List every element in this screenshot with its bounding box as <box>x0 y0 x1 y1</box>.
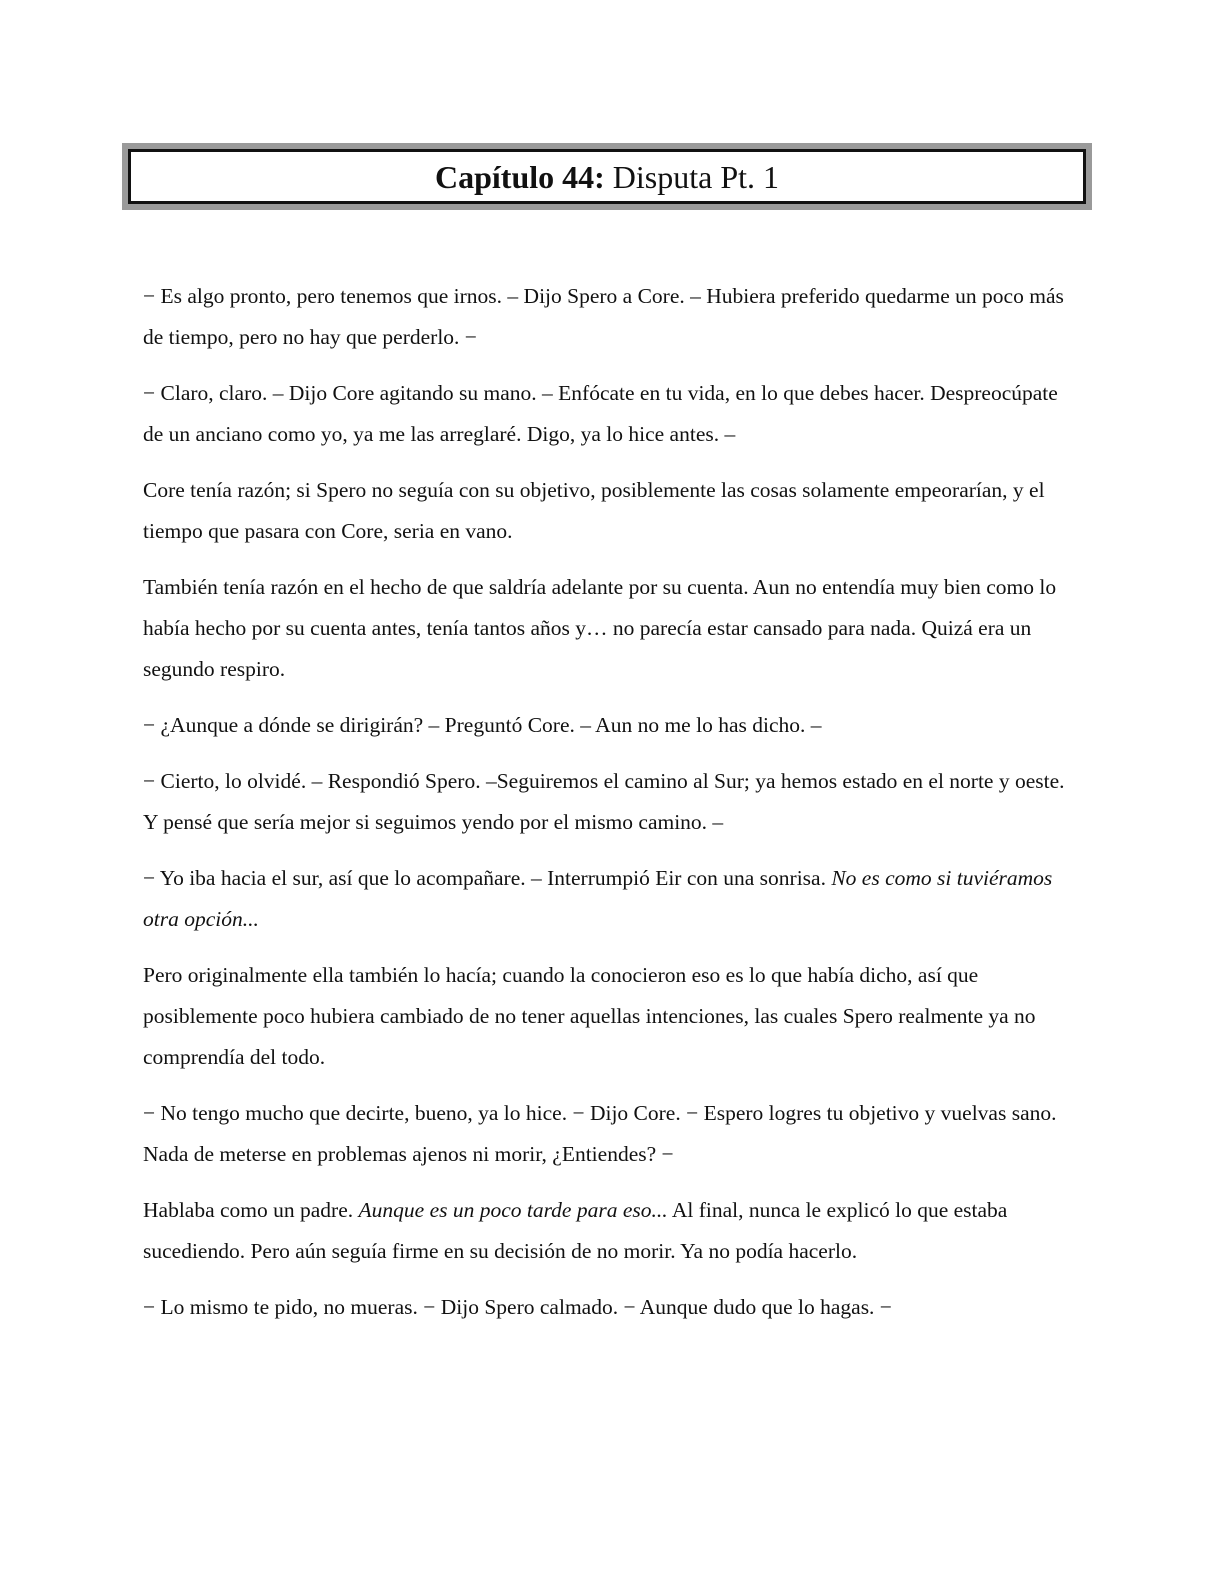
paragraph-text: − ¿Aunque a dónde se dirigirán? – Preguntó Core. – Aun no me lo has dicho. – <box>143 713 822 737</box>
paragraph-text: − Es algo pronto, pero tenemos que irnos. – Dijo Spero a Core. – Hubiera preferido quedarme un poco más de tiempo, pero no hay que perderlo. − <box>143 284 1064 349</box>
chapter-title-frame <box>122 143 1092 210</box>
paragraph-text: − Claro, claro. – Dijo Core agitando su mano. – Enfócate en tu vida, en lo que debes hacer. Despreocúpate de un anciano como yo, ya me las arreglaré. Digo, ya lo hice antes. – <box>143 381 1058 446</box>
paragraph-text: − Yo iba hacia el sur, así que lo acompañare. – Interrumpió Eir con una sonrisa. <box>143 866 832 890</box>
paragraph-text: − No tengo mucho que decirte, bueno, ya lo hice. − Dijo Core. − Espero logres tu objetivo y vuelvas sano. Nada de meterse en problemas ajenos ni morir, ¿Entiendes? − <box>143 1101 1057 1166</box>
chapter-title <box>128 149 1086 204</box>
paragraph <box>143 373 1078 455</box>
paragraph-text: Core tenía razón; si Spero no seguía con su objetivo, posiblemente las cosas solamente empeorarían, y el tiempo que pasara con Core, seria en vano. <box>143 478 1045 543</box>
chapter-body <box>143 276 1078 1343</box>
chapter-number: Capítulo 44: <box>434 158 605 195</box>
paragraph <box>143 1190 1078 1272</box>
paragraph <box>143 1093 1078 1175</box>
paragraph-italic-text: No es como si tuviéramos otra opción... <box>143 866 1053 931</box>
paragraph <box>143 276 1078 358</box>
paragraph-italic-text: Aunque es un poco tarde para eso... <box>358 1198 668 1222</box>
paragraph <box>143 705 1078 746</box>
paragraph <box>143 470 1078 552</box>
paragraph-text: Al final, nunca le explicó lo que estaba sucediendo. Pero aún seguía firme en su decisión de no morir. Ya no podía hacerlo. <box>143 1198 1008 1263</box>
paragraph <box>143 1287 1078 1328</box>
paragraph <box>143 761 1078 843</box>
paragraph-text: Hablaba como un padre. <box>143 1198 359 1222</box>
paragraph-text: También tenía razón en el hecho de que saldría adelante por su cuenta. Aun no entendía muy bien como lo había hecho por su cuenta antes, tenía tantos años y… no parecía estar cansado para nada. Quizá era un segundo respiro. <box>143 575 1057 681</box>
paragraph <box>143 955 1078 1078</box>
paragraph <box>143 567 1078 690</box>
paragraph-text: Pero originalmente ella también lo hacía; cuando la conocieron eso es lo que había dicho, así que posiblemente poco hubiera cambiado de no tener aquellas intenciones, las cuales Spero realmente ya no comprendía del todo. <box>143 963 1036 1069</box>
paragraph-text: − Lo mismo te pido, no mueras. − Dijo Spero calmado. − Aunque dudo que lo hagas. − <box>143 1295 892 1319</box>
paragraph <box>143 858 1078 940</box>
paragraph-text: − Cierto, lo olvidé. – Respondió Spero. –Seguiremos el camino al Sur; ya hemos estado en el norte y oeste. Y pensé que sería mejor si seguimos yendo por el mismo camino. – <box>143 769 1065 834</box>
chapter-name: Disputa Pt. 1 <box>612 158 780 195</box>
